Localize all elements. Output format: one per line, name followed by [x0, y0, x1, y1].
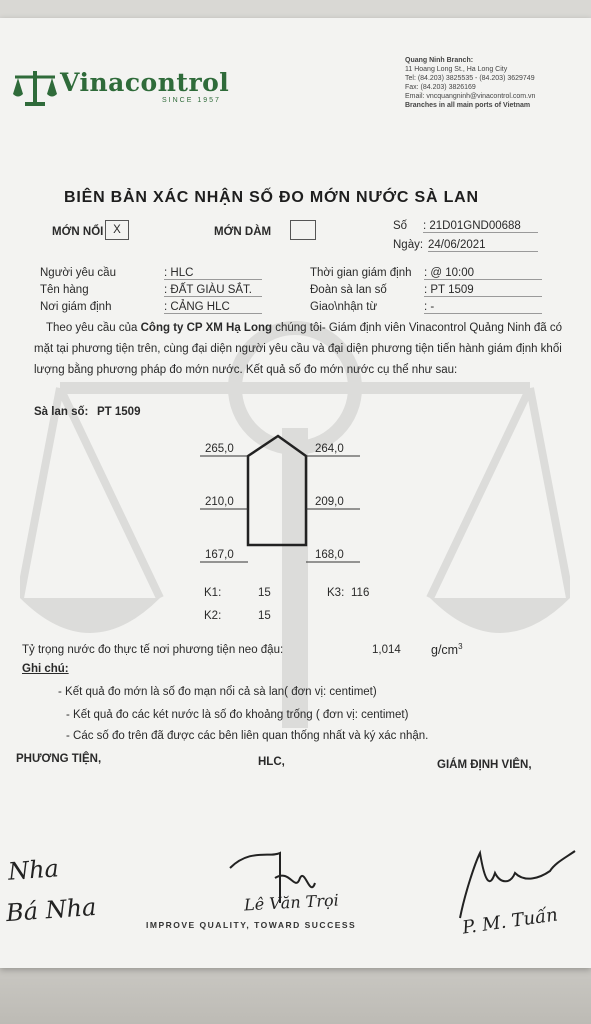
mon-noi-label: MỚN NỔI [52, 226, 104, 238]
signature-left-2: Bá Nha [5, 892, 98, 928]
signature-right-name: P. M. Tuấn [461, 904, 560, 939]
note-item: - Các số đo trên đã được các bên liên quan thống nhất và ký xác nhận. [66, 730, 429, 742]
field-noi-giam-dinh-label: Nơi giám định [40, 301, 112, 313]
density-value: 1,014 [372, 644, 401, 656]
intro-paragraph [34, 318, 564, 381]
field-ten-hang-label: Tên hàng [40, 284, 89, 296]
branch-line: Email: vncquangninh@vinacontrol.com.vn [405, 93, 536, 100]
notes-heading: Ghi chú: [22, 663, 69, 675]
branch-line: Tel: (84.203) 3825535 - (84.203) 3629749 [405, 75, 535, 82]
branch-line: Branches in all main ports of Vietnam [405, 102, 531, 109]
field-giao-nhan-value: : - [424, 301, 542, 314]
field-thoi-gian-label: Thời gian giám định [310, 267, 412, 279]
field-noi-giam-dinh-value: : CẢNG HLC [164, 301, 262, 314]
ngay-label: Ngày: [393, 239, 424, 251]
k2-label: K2: [204, 610, 222, 622]
so-label: Số [393, 220, 408, 232]
mon-dam-checkbox [290, 220, 316, 240]
barge-diagram [200, 418, 360, 568]
density-unit [431, 642, 463, 657]
field-ten-hang-value: : ĐẤT GIÀU SẮT. [164, 284, 262, 297]
note-item: - Kết quả đo mớn là số đo mạn nổi cả sà lan( đơn vị: centimet) [58, 686, 377, 698]
density-unit-sup: 3 [458, 642, 463, 651]
right-mark-bottom: 168,0 [315, 549, 344, 561]
barge-label: Sà lan số: [34, 406, 89, 418]
density-unit-text: g/cm [431, 643, 459, 658]
signature-left-1: Nha [7, 854, 60, 886]
right-mark-top: 264,0 [315, 443, 344, 455]
k2-value: 15 [258, 610, 271, 622]
field-doan-sa-lan-label: Đoàn sà lan số [310, 284, 387, 296]
field-doan-sa-lan-value: : PT 1509 [424, 284, 542, 297]
ngay-value: 24/06/2021 [428, 239, 538, 252]
table-surface [0, 968, 591, 1024]
document-page [0, 18, 591, 968]
right-mark-mid: 209,0 [315, 496, 344, 508]
k3-value: 116 [351, 587, 370, 599]
so-value: : 21D01GND00688 [423, 220, 538, 233]
mon-noi-mark: X [113, 224, 121, 236]
note-item: - Kết quả đo các két nước là số đo khoảng trống ( đơn vị: centimet) [66, 709, 409, 721]
k3-label: K3: [327, 587, 345, 599]
field-nguoi-yeu-cau-label: Người yêu cầu [40, 267, 116, 279]
document-title: BIÊN BẢN XÁC NHẬN SỐ ĐO MỚN NƯỚC SÀ LAN [64, 189, 479, 206]
density-label: Tỷ trọng nước đo thực tế nơi phương tiện neo đậu: [22, 644, 284, 656]
field-thoi-gian-value: : @ 10:00 [424, 267, 542, 280]
barge-number: PT 1509 [97, 406, 141, 418]
field-nguoi-yeu-cau-value: : HLC [164, 267, 262, 280]
footer-slogan: IMPROVE QUALITY, TOWARD SUCCESS [146, 920, 357, 930]
signature-mid-scribble [220, 838, 370, 928]
logo-since: SINCE 1957 [162, 97, 221, 104]
sign-title-hlc: HLC, [258, 756, 285, 768]
field-giao-nhan-label: Giao\nhận từ [310, 301, 378, 313]
intro-rest: chúng tôi- Giám định viên Vinacontrol Quảng Ninh đã có mặt tại phương tiện trên, cùng đại diện người yêu cầu và đại diện phương tiện tiến hành giám định khối lượng bằng phương pháp đo mớn nước. Kết quả số đo mớn nước cụ thể như sau: [34, 322, 563, 376]
mon-noi-checkbox [105, 220, 129, 240]
branch-line: Quang Ninh Branch: [405, 57, 474, 64]
intro-prefix: Theo yêu cầu của [46, 322, 141, 334]
branch-line: Fax: (84.203) 3826169 [405, 84, 476, 91]
logo-name: Vinacontrol [60, 68, 230, 97]
signature-mid-name: Lê Văn Trọi [243, 890, 340, 915]
vinacontrol-logo-icon [12, 68, 58, 108]
mon-dam-label: MỚN DÀM [214, 226, 272, 238]
branch-line: 11 Hoang Long St., Ha Long City [405, 66, 508, 73]
left-mark-mid: 210,0 [205, 496, 234, 508]
sign-title-giam-dinh-vien: GIÁM ĐỊNH VIÊN, [437, 759, 532, 771]
left-mark-bottom: 167,0 [205, 549, 234, 561]
k1-value: 15 [258, 587, 271, 599]
branch-info [405, 56, 535, 110]
k1-label: K1: [204, 587, 222, 599]
left-mark-top: 265,0 [205, 443, 234, 455]
sign-title-phuong-tien: PHƯƠNG TIỆN, [16, 753, 102, 765]
intro-company: Công ty CP XM Hạ Long [140, 322, 273, 334]
